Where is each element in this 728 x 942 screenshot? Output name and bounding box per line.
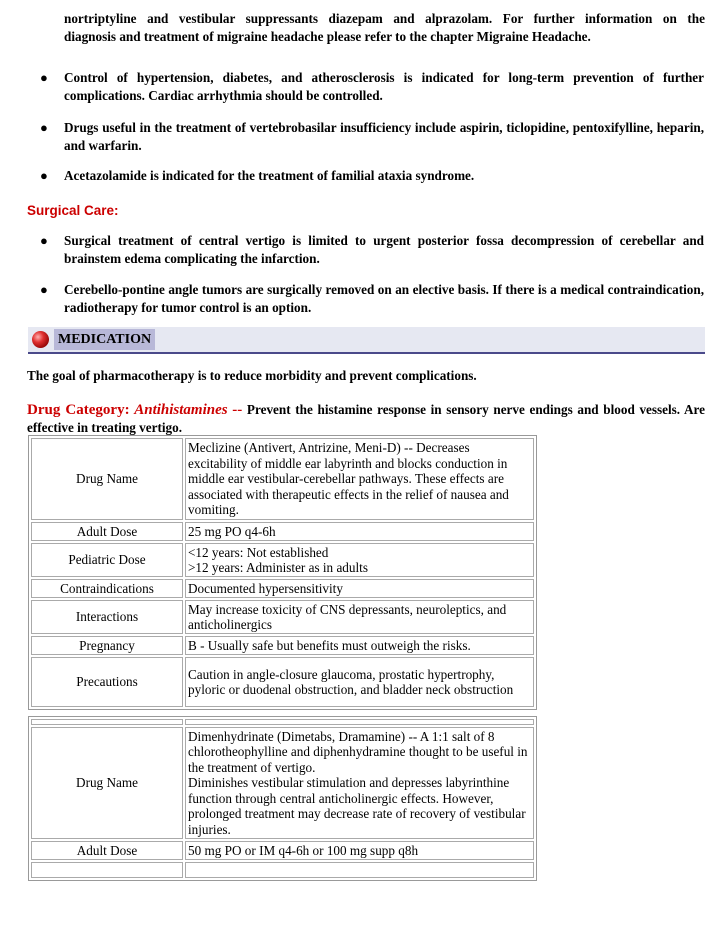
value-line: >12 years: Administer as in adults [188,560,368,575]
bullet-text: Surgical treatment of central vertigo is limited to urgent posterior fossa decompression of cerebellar and brainstem edema complicating the infarction. [64,233,704,266]
row-value: Meclizine (Antivert, Antrizine, Meni-D) -- Decreases excitability of middle ear labyrinth and blocks conduction in middle ear vestibular-cerebellar pathways. These effects are associated with therapeutic effects in the relief of nausea and vomiting. [185,438,534,520]
bullet-dot-icon: ● [40,168,48,183]
row-label: Pregnancy [31,636,183,655]
table-row [31,657,534,707]
row-label: Interactions [31,600,183,634]
bullet-text: Control of hypertension, diabetes, and atherosclerosis is indicated for long-term prevention of further complications. Cardiac arrhythmia should be controlled. [64,70,704,103]
row-label: Adult Dose [31,841,183,860]
row-label: Drug Name [31,727,183,839]
row-value: 25 mg PO q4-6h [185,522,534,541]
bullet-dot-icon: ● [40,233,48,248]
bullet-dot-icon: ● [40,70,48,85]
value-line: Diminishes vestibular stimulation and depresses labyrinthine function through central anticholinergic effects. However, prolonged treatment may decrease rate of recovery of vestibular injuries. [188,775,526,837]
table-row [31,522,534,541]
value-line: <12 years: Not established [188,544,329,560]
row-value: 50 mg PO or IM q4-6h or 100 mg supp q8h [185,841,534,860]
bullet-dot-icon: ● [40,282,48,297]
row-value: Documented hypersensitivity [185,579,534,598]
row-value [185,727,534,839]
drug-category [27,401,705,436]
bullet-dot-icon: ● [40,120,48,135]
row-label: Adult Dose [31,522,183,541]
bullet-text: Drugs useful in the treatment of vertebrobasilar insufficiency include aspirin, ticlopidine, pentoxifylline, heparin, and warfarin. [64,120,704,153]
surgical-care-heading: Surgical Care: [27,203,119,218]
continuation-paragraph [64,10,705,46]
drug-category-description: Prevent the histamine response in sensory nerve endings and blood vessels. Are effective in treating vertigo. [27,402,706,435]
row-label: Drug Name [31,438,183,520]
continuation-line-1: nortriptyline and vestibular suppressants diazepam and alprazolam. For further information on the [64,11,705,26]
drug-table-dimenhydrinate [28,716,537,881]
red-ball-icon [32,331,49,348]
table-row [31,719,534,725]
table-row [31,579,534,598]
goal-text: The goal of pharmacotherapy is to reduce morbidity and prevent complications. [27,368,477,383]
table-row [31,636,534,655]
row-value [185,719,534,725]
row-value: May increase toxicity of CNS depressants, neuroleptics, and anticholinergics [185,600,534,634]
row-label: Contraindications [31,579,183,598]
table-row [31,600,534,634]
bullet-text: Acetazolamide is indicated for the treatment of familial ataxia syndrome. [64,168,475,183]
drug-category-name: Antihistamines [134,402,228,418]
row-value [185,543,534,577]
table-row [31,727,534,839]
bullet-text: Cerebello-pontine angle tumors are surgically removed on an elective basis. If there is a medical contraindication, radiotherapy for tumor control is an option. [64,282,704,315]
table-row [31,543,534,577]
row-label [31,862,183,878]
row-value: B - Usually safe but benefits must outweigh the risks. [185,636,534,655]
drug-table-meclizine [28,435,537,710]
value-line: Dimenhydrinate (Dimetabs, Dramamine) -- A 1:1 salt of 8 chlorotheophylline and diphenhydramine thought to be useful in the treatment of vertigo. [188,728,528,775]
continuation-line-2: diagnosis and treatment of migraine headache please refer to the chapter Migraine Headache. [64,29,591,44]
drug-category-separator: -- [232,402,243,418]
row-label: Pediatric Dose [31,543,183,577]
row-value [185,862,534,878]
table-row [31,841,534,860]
table-row [31,862,534,878]
section-title: MEDICATION [54,329,155,350]
drug-category-label: Drug Category: [27,402,130,418]
row-value: Caution in angle-closure glaucoma, prostatic hypertrophy, pyloric or duodenal obstruction, and bladder neck obstruction [185,657,534,707]
table-row [31,438,534,520]
medication-section-bar [28,327,705,354]
row-label [31,719,183,725]
row-label: Precautions [31,657,183,707]
